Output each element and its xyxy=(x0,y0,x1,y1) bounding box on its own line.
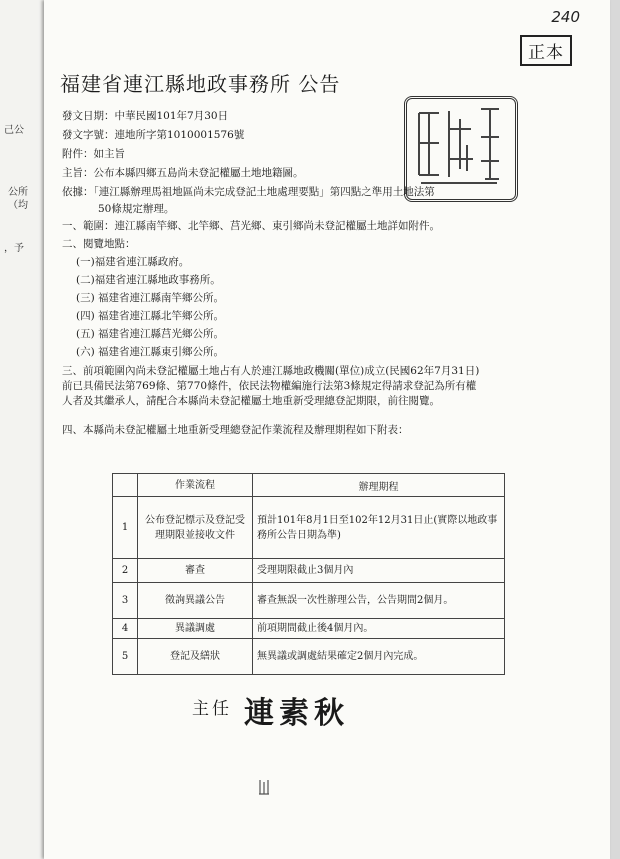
table-cell-schedule: 受理期限截止3個月內 xyxy=(253,559,505,583)
director-signature: 連素秋 xyxy=(244,696,349,731)
basis-line-2: 50條規定辦理。 xyxy=(98,203,175,215)
location-item: (五) 福建省連江縣莒光鄉公所。 xyxy=(76,328,225,340)
seal-glyph-icon xyxy=(407,99,509,193)
reference-number: 發文字號：連地所字第1010001576號 xyxy=(62,129,245,141)
document-title: 福建省連江縣地政事務所 公告 xyxy=(60,72,341,96)
attachment-note: 附件：如主旨 xyxy=(62,148,125,160)
table-cell-process: 異議調處 xyxy=(138,619,253,639)
table-cell-no: 2 xyxy=(113,559,138,583)
edge-fragment: 己公 xyxy=(4,125,24,136)
edge-fragment: （均 xyxy=(8,200,28,211)
table-cell-no: 3 xyxy=(113,583,138,619)
table-row xyxy=(113,583,505,619)
location-item: (四) 福建省連江縣北竿鄉公所。 xyxy=(76,310,225,322)
original-copy-stamp: 正本 xyxy=(520,35,572,66)
table-cell-schedule: 預計101年8月1日至102年12月31日止(實際以地政事務所公告日期為準) xyxy=(253,497,505,559)
table-cell-process: 審查 xyxy=(138,559,253,583)
adjacent-page-edge xyxy=(0,0,44,859)
table-header-cell xyxy=(113,474,138,497)
table-cell-process: 公布登記標示及登記受理期限並接收文件 xyxy=(138,497,253,559)
table-cell-no: 1 xyxy=(113,497,138,559)
table-row xyxy=(113,639,505,675)
issue-date: 發文日期：中華民國101年7月30日 xyxy=(62,110,229,122)
location-item: (一)福建省連江縣政府。 xyxy=(76,256,190,268)
table-header-cell: 作業流程 xyxy=(138,474,253,497)
locations-heading: 二、閱覽地點： xyxy=(62,238,136,250)
location-item: (三) 福建省連江縣南竿鄉公所。 xyxy=(76,292,225,304)
procedure-item: 四、本縣尚未登記權屬土地重新受理總登記作業流程及辦理期程如下附表： xyxy=(62,424,409,436)
table-cell-no: 4 xyxy=(113,619,138,639)
page-number-handwritten: 240 xyxy=(551,8,580,26)
table-cell-schedule: 前項期間截止後4個月內。 xyxy=(253,619,505,639)
schedule-table xyxy=(112,473,505,675)
table-row xyxy=(113,559,505,583)
table-cell-process: 徵詢異議公告 xyxy=(138,583,253,619)
scope-item: 一、範圍：連江縣南竿鄉、北竿鄉、莒光鄉、東引鄉尚未登記權屬土地詳如附件。 xyxy=(62,220,440,232)
table-cell-schedule: 無異議或調處結果確定2個月內完成。 xyxy=(253,639,505,675)
table-header-row xyxy=(113,474,505,497)
edge-fragment: ，予 xyxy=(4,243,24,254)
table-row xyxy=(113,497,505,559)
director-label: 主任 xyxy=(192,699,232,719)
location-item: (六) 福建省連江縣東引鄉公所。 xyxy=(76,346,225,358)
edge-fragment: 公所 xyxy=(8,187,28,198)
table-header-cell: 辦理期程 xyxy=(253,474,505,497)
table-cell-schedule: 審查無誤一次性辦理公告，公告期間2個月。 xyxy=(253,583,505,619)
seam-stamp-icon xyxy=(257,778,271,796)
subject-line: 主旨：公布本縣四鄉五島尚未登記權屬土地地籍圖。 xyxy=(62,167,304,179)
basis-line-1: 依據：「連江縣辦理馬祖地區尚未完成登記土地處理要點」第四點之準用土地法第 xyxy=(62,186,435,198)
claims-item: 三、前項範圍內尚未登記權屬土地占有人於連江縣地政機關(單位)成立(民國62年7月31日)前已具備民法第769條、第770條件，依民法物權編施行法第3條規定得請求登記為所有權人者及其繼承人，請配合本縣尚未登記權屬土地重新受理總登記期限，前往閱覽。 xyxy=(62,365,480,407)
location-item: (二)福建省連江縣地政事務所。 xyxy=(76,274,221,286)
table-row xyxy=(113,619,505,639)
table-cell-no: 5 xyxy=(113,639,138,675)
table-cell-process: 登記及繕狀 xyxy=(138,639,253,675)
